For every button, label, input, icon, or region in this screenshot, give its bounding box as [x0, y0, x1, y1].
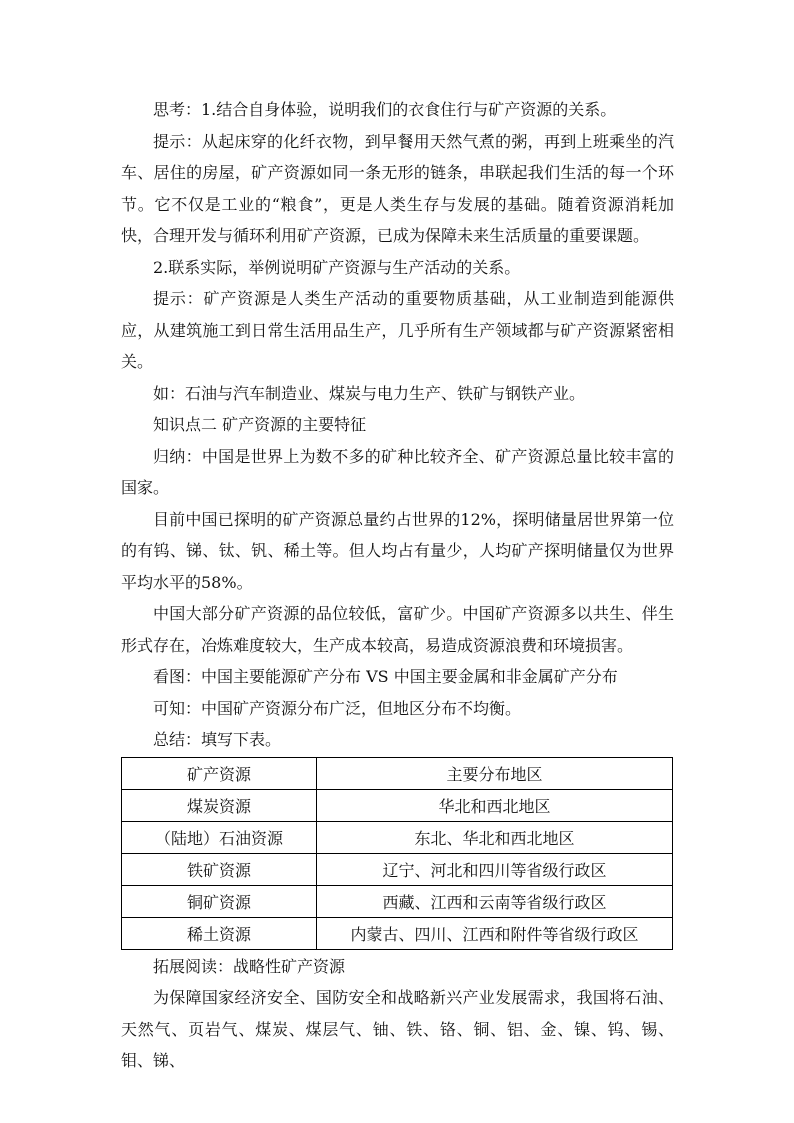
region-cell: 华北和西北地区	[316, 789, 672, 821]
table-row	[122, 853, 673, 885]
region-cell: 辽宁、河北和四川等省级行政区	[316, 853, 672, 885]
resource-cell: （陆地）石油资源	[122, 821, 317, 853]
example-line: 如：石油与汽车制造业、煤炭与电力生产、铁矿与钢铁产业。	[153, 383, 586, 403]
distribution-conclusion: 可知：中国矿产资源分布广泛，但地区分布不均衡。	[153, 698, 522, 718]
mineral-distribution-table	[121, 757, 673, 950]
summary-paragraph: 归纳：中国是世界上为数不多的矿种比较齐全、矿产资源总量比较丰富的国家。	[121, 446, 674, 497]
region-cell: 东北、华北和西北地区	[316, 821, 672, 853]
table-row	[122, 821, 673, 853]
section-heading: 知识点二 矿产资源的主要特征	[153, 415, 367, 434]
question-1: 思考：1.结合自身体验，说明我们的衣食住行与矿产资源的关系。	[153, 100, 617, 119]
region-cell: 西藏、江西和云南等省级行政区	[316, 885, 672, 917]
table-row	[122, 917, 673, 949]
table-row	[122, 885, 673, 917]
map-reference: 看图：中国主要能源矿产分布 VS 中国主要金属和非金属矿产分布	[153, 667, 618, 686]
table-header-row	[122, 757, 673, 789]
question-2: 2.联系实际，举例说明矿产资源与生产活动的关系。	[153, 257, 521, 277]
resource-cell: 铁矿资源	[122, 853, 317, 885]
extended-reading-heading: 拓展阅读：战略性矿产资源	[153, 956, 346, 976]
resource-cell: 稀土资源	[122, 917, 317, 949]
header-cell-resource: 矿产资源	[122, 757, 317, 789]
hint-1: 提示：从起床穿的化纤衣物，到早餐用天然气煮的粥，再到上班乘坐的汽车、居住的房屋，矿产资源如同一条无形的链条，串联起我们生活的每一个环节。它不仅是工业的“粮食”，更是人类生存与发展的基础。随着资源消耗加快，合理开发与循环利用矿产资源，已成为保障未来生活质量的重要课题。	[121, 131, 674, 245]
table-row	[122, 789, 673, 821]
header-cell-region: 主要分布地区	[316, 757, 672, 789]
table-instruction: 总结：填写下表。	[153, 730, 282, 749]
reserves-paragraph: 目前中国已探明的矿产资源总量约占世界的12%，探明储量居世界第一位的有钨、锑、钛、钒、稀土等。但人均占有量少，人均矿产探明储量仅为世界平均水平的58%。	[121, 509, 674, 592]
resource-cell: 煤炭资源	[122, 789, 317, 821]
extended-reading-paragraph: 为保障国家经济安全、国防安全和战略新兴产业发展需求，我国将石油、天然气、页岩气、煤炭、煤层气、铀、铁、铬、铜、铝、金、镍、钨、锡、钼、锑、	[121, 988, 674, 1070]
document-page	[121, 94, 674, 1077]
hint-2: 提示：矿产资源是人类生产活动的重要物质基础，从工业制造到能源供应，从建筑施工到日常生活用品生产，几乎所有生产领域都与矿产资源紧密相关。	[121, 289, 674, 371]
resource-cell: 铜矿资源	[122, 885, 317, 917]
region-cell: 内蒙古、四川、江西和附件等省级行政区	[316, 917, 672, 949]
quality-paragraph: 中国大部分矿产资源的品位较低，富矿少。中国矿产资源多以共生、伴生形式存在，冶炼难度较大，生产成本较高，易造成资源浪费和环境损害。	[121, 604, 674, 655]
